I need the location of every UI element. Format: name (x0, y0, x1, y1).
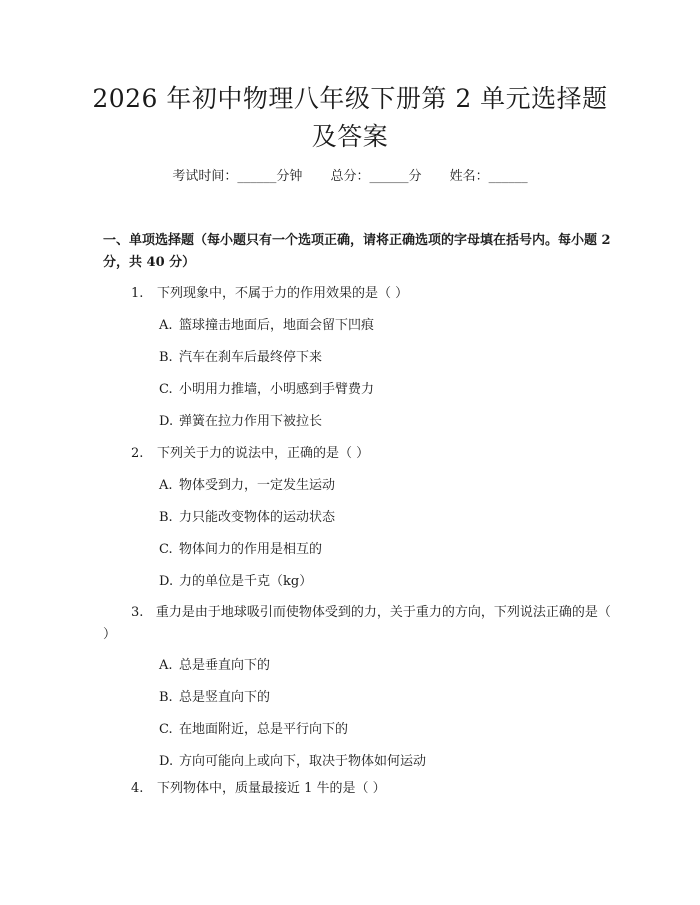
option-letter: B. (159, 690, 173, 705)
question-3 (103, 602, 616, 646)
question-1-option-c (159, 380, 374, 400)
option-text: 在地面附近，总是平行向下的 (179, 722, 349, 737)
question-3-option-b (159, 688, 270, 708)
option-letter: A. (159, 658, 173, 673)
option-text: 物体受到力，一定发生运动 (179, 478, 336, 493)
question-number: 3. (131, 605, 144, 620)
option-letter: A. (159, 478, 173, 493)
question-4 (131, 778, 386, 800)
question-2-option-b (159, 508, 335, 528)
question-number: 1. (131, 286, 144, 301)
question-text: 下列物体中，质量最接近 1 牛的是（ ） (157, 781, 386, 796)
question-text: 重力是由于地球吸引而使物体受到的力，关于重力的方向，下列说法正确的是（ ） (103, 605, 611, 642)
question-text: 下列关于力的说法中，正确的是（ ） (157, 446, 370, 461)
total-score-field: 总分：______分 (330, 169, 422, 184)
option-letter: D. (159, 754, 174, 769)
question-3-option-d (159, 752, 426, 772)
title-line-2: 及答案 (311, 122, 389, 151)
option-text: 弹簧在拉力作用下被拉长 (179, 414, 323, 429)
question-2-option-a (159, 476, 335, 496)
question-text: 下列现象中，不属于力的作用效果的是（ ） (157, 286, 409, 301)
option-letter: C. (159, 382, 173, 397)
question-2-option-d (159, 572, 312, 592)
question-3-option-a (159, 656, 270, 676)
question-number: 4. (131, 781, 144, 796)
exam-time-field: 考试时间：______分钟 (172, 169, 303, 184)
option-letter: D. (159, 414, 174, 429)
option-text: 总是竖直向下的 (179, 690, 271, 705)
option-text: 方向可能向上或向下，取决于物体如何运动 (179, 754, 427, 769)
option-text: 力的单位是千克（kg） (179, 574, 313, 589)
option-text: 物体间力的作用是相互的 (179, 542, 323, 557)
student-name-field: 姓名：______ (449, 169, 528, 184)
question-2 (131, 443, 369, 465)
title-line-1: 2026 年初中物理八年级下册第 2 单元选择题 (92, 84, 608, 113)
question-1-option-b (159, 348, 322, 368)
question-1 (131, 283, 408, 305)
question-1-option-a (159, 316, 374, 336)
option-text: 力只能改变物体的运动状态 (179, 510, 336, 525)
option-text: 汽车在刹车后最终停下来 (179, 350, 323, 365)
option-letter: C. (159, 722, 173, 737)
question-2-option-c (159, 540, 322, 560)
option-text: 总是垂直向下的 (179, 658, 271, 673)
exam-info-row (0, 167, 700, 187)
option-text: 篮球撞击地面后，地面会留下凹痕 (179, 318, 375, 333)
question-1-option-d (159, 412, 322, 432)
option-text: 小明用力推墙，小明感到手臂费力 (179, 382, 375, 397)
question-number: 2. (131, 446, 144, 461)
document-title (60, 80, 640, 156)
option-letter: B. (159, 510, 173, 525)
option-letter: D. (159, 574, 174, 589)
option-letter: A. (159, 318, 173, 333)
section-heading: 一、单项选择题（每小题只有一个选项正确，请将正确选项的字母填在括号内。每小题 2 分，共 40 分） (103, 233, 611, 270)
option-letter: B. (159, 350, 173, 365)
question-3-option-c (159, 720, 348, 740)
option-letter: C. (159, 542, 173, 557)
